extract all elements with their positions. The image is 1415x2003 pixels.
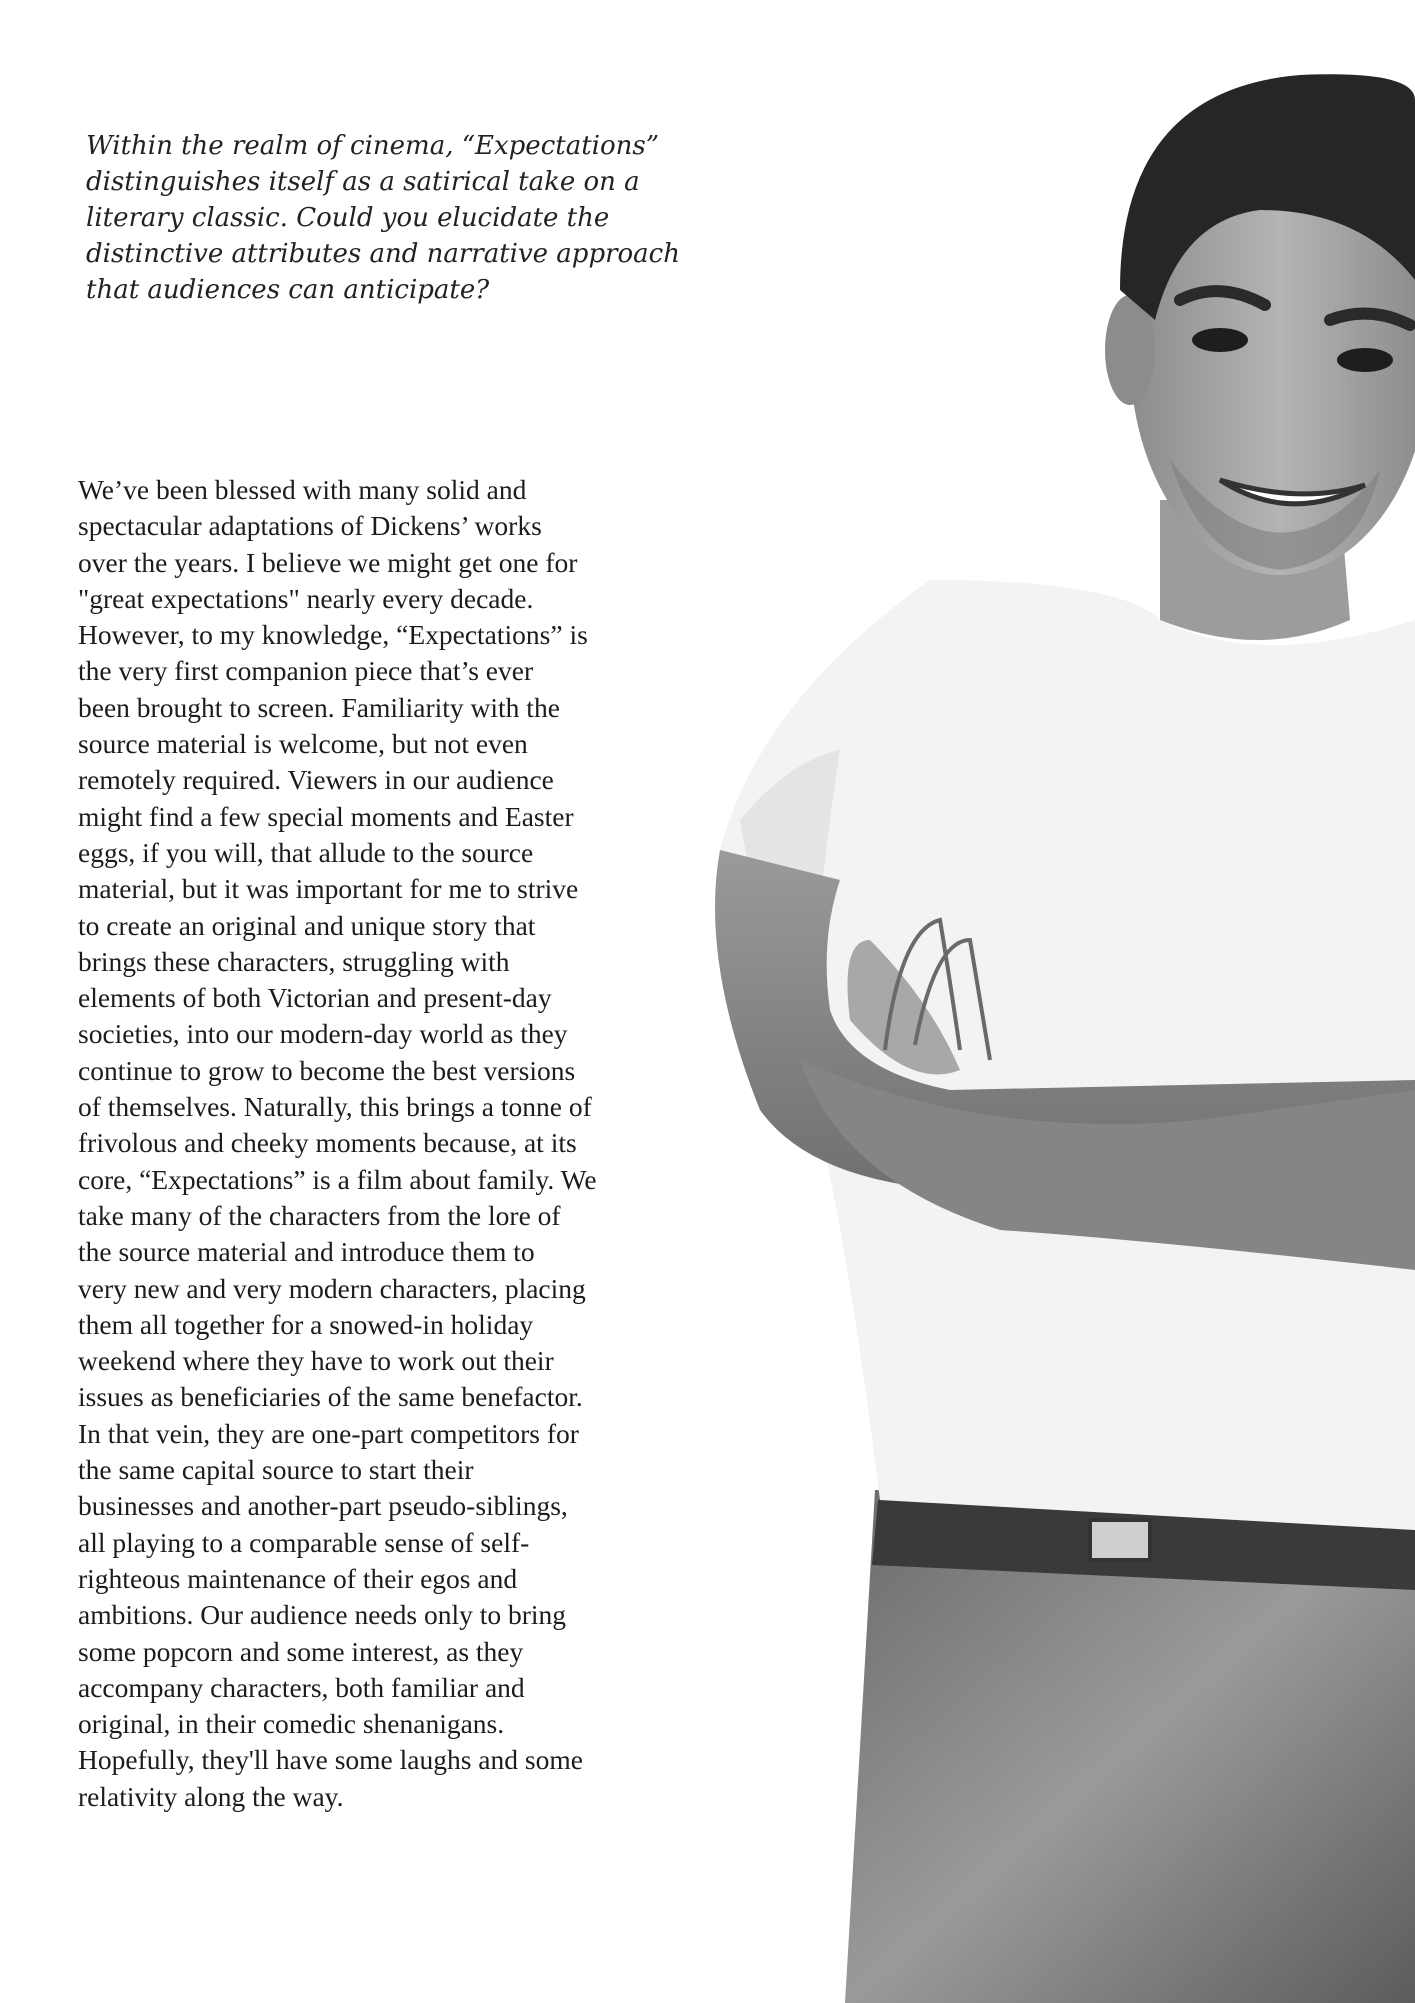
answer-line: core, “Expectations” is a film about family. We <box>78 1163 597 1195</box>
answer-line: of themselves. Naturally, this brings a tonne of <box>78 1091 592 1123</box>
answer-line: all playing to a comparable sense of self- <box>78 1526 530 1558</box>
answer-line: continue to grow to become the best versions <box>78 1054 576 1086</box>
answer-line: weekend where they have to work out their <box>78 1345 554 1377</box>
answer-line: the very first companion piece that’s ever <box>78 655 534 687</box>
question-line: distinguishes itself as a satirical take on a <box>86 167 640 197</box>
answer-line: issues as beneficiaries of the same benefactor. <box>78 1381 583 1413</box>
answer-line: take many of the characters from the lore of <box>78 1199 561 1231</box>
answer-line: some popcorn and some interest, as they <box>78 1635 524 1667</box>
answer-line: We’ve been blessed with many solid and <box>78 474 527 505</box>
answer-line: them all together for a snowed-in holiday <box>78 1308 534 1340</box>
answer-line: ambitions. Our audience needs only to bring <box>78 1599 567 1631</box>
interview-answer <box>78 472 718 1815</box>
answer-line: very new and very modern characters, placing <box>78 1272 586 1304</box>
answer-line: eggs, if you will, that allude to the source <box>78 836 534 868</box>
question-line: distinctive attributes and narrative approach <box>86 239 680 269</box>
answer-line: source material is welcome, but not even <box>78 728 528 760</box>
answer-line: However, to my knowledge, “Expectations” is <box>78 619 588 651</box>
answer-line: brings these characters, struggling with <box>78 945 510 977</box>
answer-line: original, in their comedic shenanigans. <box>78 1708 505 1740</box>
answer-line: societies, into our modern-day world as they <box>78 1018 568 1050</box>
answer-line: the same capital source to start their <box>78 1454 474 1486</box>
answer-line: Hopefully, they'll have some laughs and some <box>78 1744 583 1776</box>
answer-line: remotely required. Viewers in our audience <box>78 764 554 796</box>
answer-line: frivolous and cheeky moments because, at its <box>78 1127 577 1159</box>
answer-line: might find a few special moments and Easter <box>78 800 574 832</box>
answer-line: accompany characters, both familiar and <box>78 1671 525 1703</box>
question-line: Within the realm of cinema, “Expectations” <box>86 131 660 161</box>
answer-line: In that vein, they are one-part competitors for <box>78 1417 579 1449</box>
answer-line: been brought to screen. Familiarity with the <box>78 691 560 723</box>
answer-line: businesses and another-part pseudo-siblings, <box>78 1490 568 1522</box>
answer-line: the source material and introduce them to <box>78 1236 535 1268</box>
answer-line: spectacular adaptations of Dickens’ works <box>78 510 542 542</box>
portrait-photo <box>700 60 1415 2003</box>
answer-line: elements of both Victorian and present-day <box>78 982 552 1014</box>
answer-line: over the years. I believe we might get one for <box>78 546 578 578</box>
question-line: that audiences can anticipate? <box>86 275 490 305</box>
answer-line: material, but it was important for me to strive <box>78 873 579 905</box>
question-line: literary classic. Could you elucidate the <box>86 203 610 233</box>
answer-line: "great expectations" nearly every decade. <box>78 582 534 614</box>
answer-line: righteous maintenance of their egos and <box>78 1562 518 1594</box>
interview-question <box>86 128 686 308</box>
answer-line: relativity along the way. <box>78 1780 344 1812</box>
answer-line: to create an original and unique story that <box>78 909 536 941</box>
